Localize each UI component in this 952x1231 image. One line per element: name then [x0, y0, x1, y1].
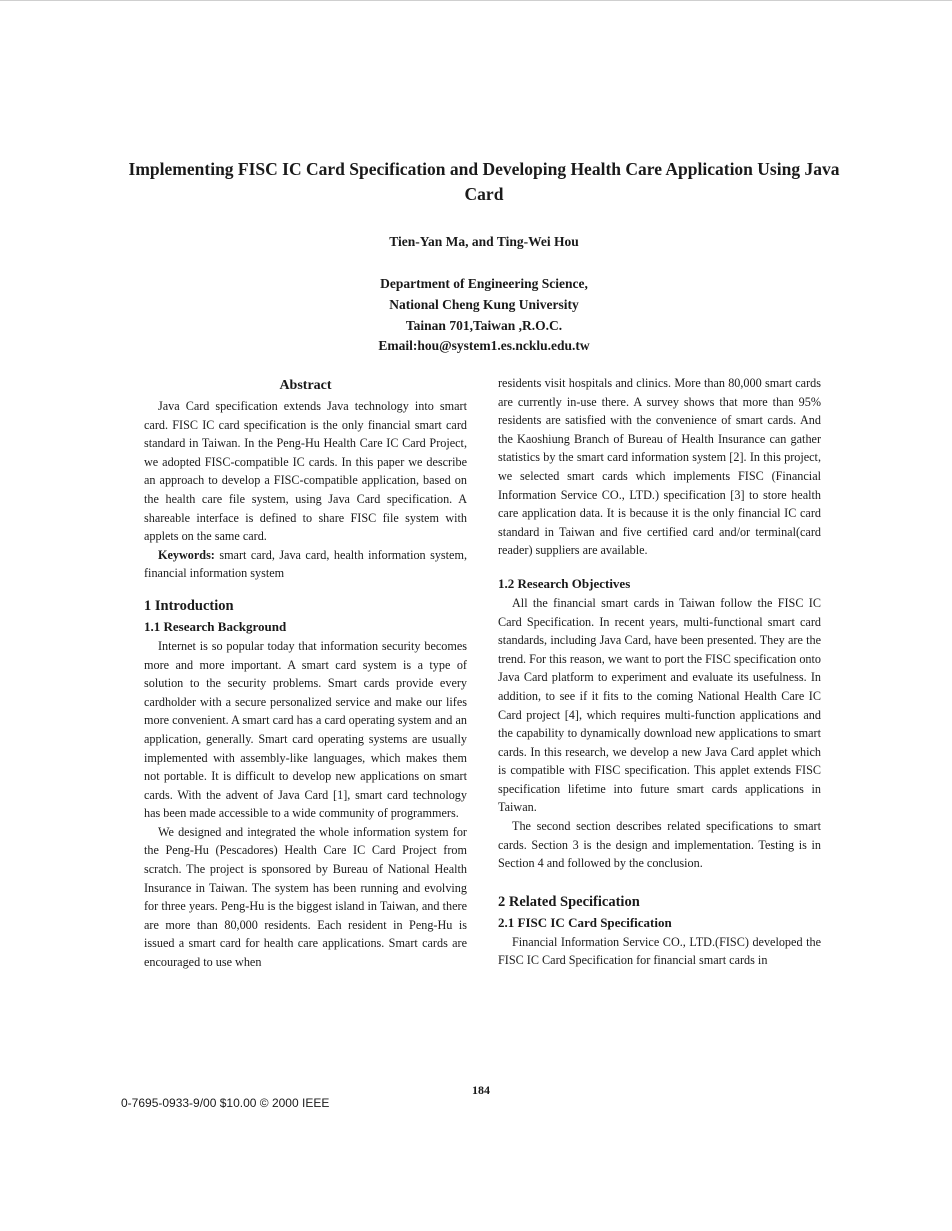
keywords-paragraph — [144, 546, 467, 583]
section-1-1-paragraph-2-continued: residents visit hospitals and clinics. More than 80,000 smart cards are currently in-use there. A survey shows that more than 95% residents are satisfied with the convenience of smart cards. And the Kaoshiung Branch of Bureau of Health Insurance can gather statistics by the smart card information system [2]. In this project, we selected smart cards which implements FISC (Financial Information Service CO., LTD.) specification [3] to store health care application data. It is because it is the only financial IC card standard in Taiwan and five certified card and/or terminal(card reader) suppliers are available. — [498, 376, 821, 558]
right-column — [498, 374, 821, 970]
affiliation-block — [120, 274, 848, 357]
section-1-heading: 1 Introduction — [144, 597, 234, 614]
paper-authors: Tien-Yan Ma, and Ting-Wei Hou — [389, 234, 579, 249]
keywords-text: smart card, Java card, health information system, financial information system — [144, 547, 467, 581]
address: Tainan 701,Taiwan ,R.O.C. — [405, 317, 563, 333]
section-2-1-heading: 2.1 FISC IC Card Specification — [498, 914, 672, 930]
department: Department of Engineering Science, — [380, 276, 588, 291]
abstract-heading: Abstract — [279, 378, 332, 393]
abstract-text: Java Card specification extends Java technology into smart card. FISC IC card specification is the only financial smart card standard in Taiwan. In the Peng-Hu Health Care IC Card Project, we adopted FISC-compatible IC cards. In this paper we describe an approach to develop a FISC-compatible application, based on the health care file system, using Java Card specification. A shareable interface is defined to share FISC file system with applets on the same card. — [144, 399, 467, 544]
left-column — [144, 376, 467, 972]
paper-title: Implementing FISC IC Card Specification and Developing Health Care Application Using Java Card — [128, 159, 840, 204]
section-2-heading: 2 Related Specification — [498, 893, 640, 910]
section-1-1-paragraph-2: We designed and integrated the whole information system for the Peng-Hu (Pescadores) Health Care IC Card Project from scratch. The project is sponsored by Bureau of National Health Insurance in Taiwan. The system has been running and evolving for three years. Peng-Hu is the biggest island in Taiwan, and there are more than 80,000 residents. Each resident in Peng-Hu is issued a smart card for health care applications. Smart cards are encouraged to use when — [144, 824, 467, 970]
section-1-1-paragraph-1: Internet is so popular today that information security becomes more and more important. A smart card system is a type of solution to the security problems. Smart cards provide every cardholder with a secure personalized service and make our lifes more convenient. A smart card has a card operating system and an application, generally. Smart card operating systems are usually implemented with assembly-like languages, which makes them not portable. It is difficult to develop new applications on smart cards. With the advent of Java Card [1], smart card technology has been made accessible to a wide community of programmers. — [144, 638, 467, 821]
email: Email:hou@system1.es.ncklu.edu.tw — [378, 338, 590, 354]
copyright-line: 0-7695-0933-9/00 $10.00 © 2000 IEEE — [121, 1096, 330, 1110]
university: National Cheng Kung University — [389, 296, 579, 312]
section-1-2-paragraph-1: All the financial smart cards in Taiwan follow the FISC IC Card Specification. In recent years, multi-functional smart card standards, including Java Card, have been presented. They are the trend. For this reason, we want to port the FISC specification onto Java Card platform to experiment and evaluate its usefulness. In addition, to see if it fits to the coming National Health Care IC Card project [4], which requires multi-function applications and the capability to dynamically download new applications to smart cards. In this research, we develop a new Java Card applet which is compatible with FISC specification. This applet extends FISC specification lifetime into future smart cards applications in Taiwan. — [498, 595, 821, 815]
keywords-label: Keywords: — [158, 547, 215, 562]
top-border — [0, 0, 952, 1]
page-number: 184 — [472, 1083, 490, 1097]
section-1-2-heading: 1.2 Research Objectives — [498, 575, 631, 591]
section-1-2-paragraph-2: The second section describes related specifications to smart cards. Section 3 is the design and implementation. Testing is in Section 4 and followed by the conclusion. — [498, 819, 821, 871]
section-1-1-heading: 1.1 Research Background — [144, 618, 287, 634]
section-2-1-paragraph-1: Financial Information Service CO., LTD.(FISC) developed the FISC IC Card Specification for financial smart cards in — [498, 934, 821, 968]
